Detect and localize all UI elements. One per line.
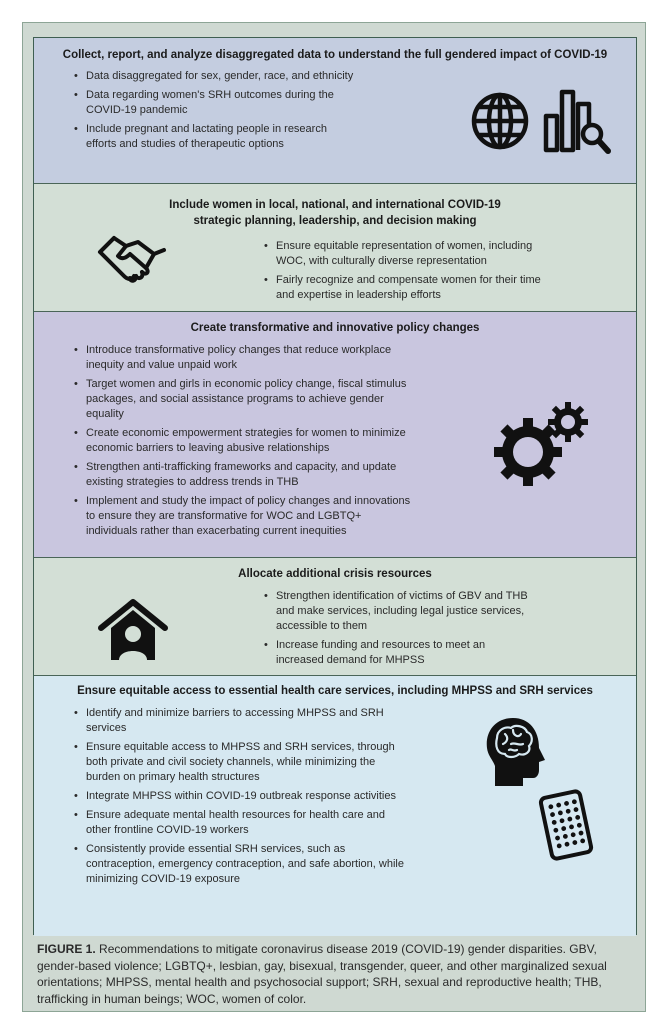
list-item: • Strengthen anti-trafficking frameworks and capacity, and update existing strategies to address trends in THB xyxy=(74,460,414,490)
list-item: • Consistently provide essential SRH services, such as contraception, emergency contraception, and safe abortion, while minimizing COVID-19 exposure xyxy=(74,842,404,887)
home-person-icon xyxy=(98,598,168,662)
section-title: Create transformative and innovative policy changes xyxy=(190,322,480,334)
list-item: • Ensure equitable access to MHPSS and SRH services, through both private and civil society channels, while minimizing the burden on primary health structures xyxy=(74,740,404,785)
section-list xyxy=(74,706,404,891)
section-list xyxy=(264,239,554,307)
head-brain-icon xyxy=(483,716,549,788)
figure-panel xyxy=(33,37,637,935)
handshake-icon xyxy=(96,230,168,292)
list-item: • Data regarding women's SRH outcomes during the COVID-19 pandemic xyxy=(74,88,354,118)
section-title: Allocate additional crisis resources xyxy=(238,568,432,580)
bar-chart-magnifier-icon xyxy=(542,86,612,158)
list-item: • Identify and minimize barriers to accessing MHPSS and SRH services xyxy=(74,706,404,736)
list-item: • Introduce transformative policy changes that reduce workplace inequity and value unpaid work xyxy=(74,343,414,373)
list-item: • Include pregnant and lactating people in research efforts and studies of therapeutic options xyxy=(74,122,354,152)
section-inclusion xyxy=(34,184,636,312)
pill-pack-icon xyxy=(538,788,594,862)
gears-icon xyxy=(492,400,592,486)
list-item: • Strengthen identification of victims of GBV and THB and make services, including legal justice services, accessible to them xyxy=(264,589,534,634)
section-list xyxy=(74,343,414,543)
list-item: • Data disaggregated for sex, gender, race, and ethnicity xyxy=(74,69,354,84)
section-disaggregated-data xyxy=(34,38,636,184)
list-item: • Target women and girls in economic policy change, fiscal stimulus packages, and social assistance programs to achieve gender equality xyxy=(74,377,414,422)
caption-label: FIGURE 1. xyxy=(37,942,96,956)
list-item: • Ensure equitable representation of women, including WOC, with culturally diverse representation xyxy=(264,239,554,269)
globe-icon xyxy=(470,91,530,151)
section-list xyxy=(264,589,534,672)
section-health-services xyxy=(34,676,636,936)
section-list xyxy=(74,69,354,156)
list-item: • Create economic empowerment strategies for women to minimize economic barriers to leaving abusive relationships xyxy=(74,426,414,456)
section-policy-changes xyxy=(34,312,636,558)
figure-frame xyxy=(22,22,646,1012)
section-title: Collect, report, and analyze disaggregated data to understand the full gendered impact of COVID-19 xyxy=(62,49,608,61)
list-item: • Ensure adequate mental health resources for health care and other frontline COVID-19 workers xyxy=(74,808,404,838)
section-title: Ensure equitable access to essential health care services, including MHPSS and SRH services xyxy=(77,685,593,697)
figure-caption xyxy=(37,941,637,1007)
section-crisis-resources xyxy=(34,558,636,676)
section-title: Include women in local, national, and international COVID-19 strategic planning, leadership, and decision making xyxy=(169,199,501,227)
list-item: • Fairly recognize and compensate women for their time and expertise in leadership efforts xyxy=(264,273,554,303)
caption-text: Recommendations to mitigate coronavirus disease 2019 (COVID-19) gender disparities. GBV, gender-based violence; LGBTQ+, lesbian, gay, bisexual, transgender, queer, and other marginalized sexual orientations; MHPSS, mental health and psychosocial support; SRH, sexual and reproductive health; THB, trafficking in human beings; WOC, women of color. xyxy=(37,942,607,1006)
list-item: • Integrate MHPSS within COVID-19 outbreak response activities xyxy=(74,789,404,804)
list-item: • Implement and study the impact of policy changes and innovations to ensure they are transformative for WOC and LGBTQ+ individuals rather than exacerbating current inequities xyxy=(74,494,414,539)
list-item: • Increase funding and resources to meet an increased demand for MHPSS xyxy=(264,638,534,668)
